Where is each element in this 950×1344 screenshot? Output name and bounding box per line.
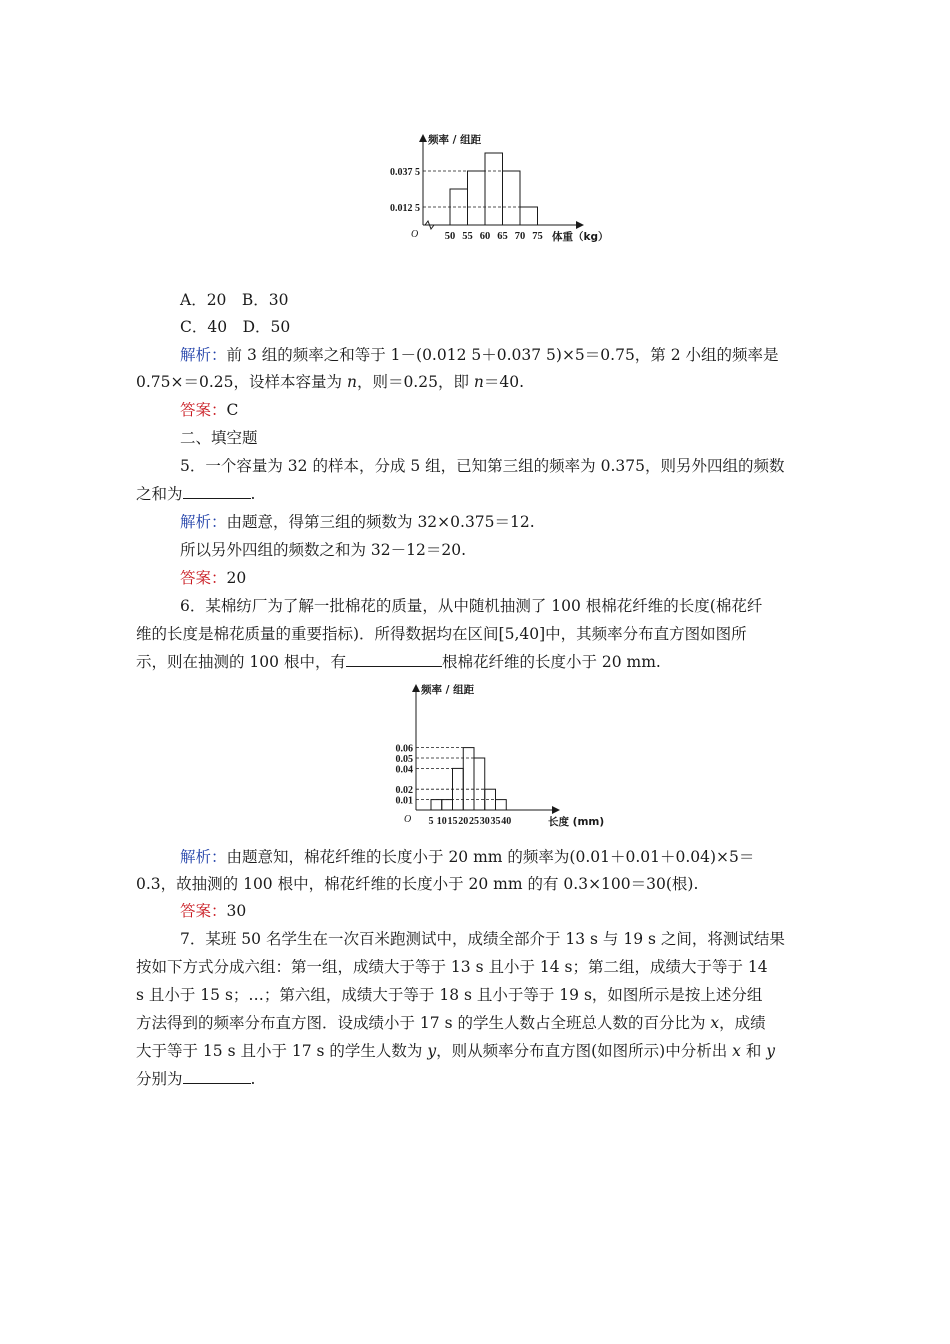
x-tick-label: 60: [479, 231, 491, 242]
q4-options-cd: C．40 D．50: [180, 318, 291, 336]
q7-text5c: 和: [740, 1042, 767, 1060]
q5-stem-text: 之和为: [136, 485, 183, 503]
q7-var-x2: x: [732, 1042, 741, 1060]
y-axis-title: 频率 / 组距: [421, 684, 475, 696]
q5-answer-blank: [183, 483, 251, 499]
q6-stem-line1: 6．某棉纺厂为了解一批棉花的质量，从中随机抽测了 100 根棉花纤维的长度(棉花纤: [180, 597, 763, 615]
y-tick-label: 0.02: [395, 785, 413, 797]
q7-stem-line5: [136, 1040, 775, 1062]
histogram-bar: [503, 171, 521, 225]
x-tick-label: 55: [462, 231, 473, 242]
x-tick-label: 20: [458, 816, 469, 827]
histogram-bar: [463, 748, 474, 810]
histogram-bar: [485, 153, 503, 225]
x-tick-label: 10: [436, 816, 447, 827]
x-tick-label: 75: [532, 231, 543, 242]
q6-answer-blank: [346, 651, 442, 667]
origin-label: O: [404, 814, 412, 825]
q4-answer-label: 答案：: [180, 401, 227, 419]
q5-stem-period: .: [250, 485, 256, 503]
x-tick-label: 30: [479, 816, 490, 827]
q4-analysis-text2a: 0.75×＝0.25，设样本容量为: [136, 373, 347, 391]
q7-text4b: ，成绩: [719, 1014, 766, 1032]
q5-analysis-label: 解析：: [180, 513, 227, 531]
q6-analysis-text1: 由题意知，棉花纤维的长度小于 20 mm 的频率为(0.01＋0.01＋0.04)×5＝: [226, 848, 755, 866]
q7-text5b: ，则从频率分布直方图(如图所示)中分析出: [436, 1042, 733, 1060]
histogram-bar: [496, 800, 507, 810]
q6-analysis-line2: 0.3，故抽测的 100 根中，棉花纤维的长度小于 20 mm 的有 0.3×100＝30(根).: [136, 875, 699, 893]
x-tick-label: 50: [444, 231, 456, 242]
x-tick-label: 15: [447, 816, 458, 827]
length-histogram: [380, 680, 620, 835]
q6-stem-line3: [136, 651, 661, 673]
y-tick-label: 0.06: [395, 743, 413, 755]
q4-analysis-text1: 前 3 组的频率之和等于 1－(0.012 5＋0.037 5)×5＝0.75，第 2 小组的频率是: [226, 346, 779, 364]
histogram-bar: [468, 171, 486, 225]
q4-analysis-label: 解析：: [180, 346, 227, 364]
y-tick-label: 0.04: [395, 764, 413, 776]
q7-text6b: .: [250, 1070, 256, 1088]
q7-text5a: 大于等于 15 s 且小于 17 s 的学生人数为: [136, 1042, 428, 1060]
q4-analysis-text2b: ，则＝0.25，即: [356, 373, 474, 391]
y-tick-label: 0.01: [395, 795, 413, 807]
q4-analysis-line1: [180, 344, 779, 366]
x-tick-label: 65: [497, 231, 508, 242]
q5-analysis-line1: [180, 511, 535, 533]
length-histogram-svg: [380, 680, 620, 835]
origin-label: O: [411, 229, 419, 240]
q7-stem-line1: 7．某班 50 名学生在一次百米跑测试中，成绩全部介于 13 s 与 19 s 之间，将测试结果: [180, 930, 785, 948]
x-axis-title: 体重（kg）: [552, 231, 609, 243]
q7-text6a: 分别为: [136, 1070, 183, 1088]
q5-stem-line1: 5．一个容量为 32 的样本，分成 5 组，已知第三组的频率为 0.375，则另外四组的频数: [180, 457, 785, 475]
q4-answer-value: C: [226, 401, 239, 419]
weight-histogram-svg: [380, 128, 620, 278]
q4-var-n1: n: [346, 373, 357, 391]
q7-text4a: 方法得到的频率分布直方图．设成绩小于 17 s 的学生人数占全班总人数的百分比为: [136, 1014, 711, 1032]
histogram-bar: [442, 800, 453, 810]
q5-analysis-text1: 由题意，得第三组的频数为 32×0.375＝12.: [226, 513, 535, 531]
q7-stem-line2: 按如下方式分成六组：第一组，成绩大于等于 13 s 且小于 14 s；第二组，成绩大于等于 14: [136, 958, 768, 976]
x-tick-label: 40: [501, 816, 512, 827]
q5-stem-line2: [136, 483, 255, 505]
x-tick-label: 35: [490, 816, 501, 827]
q7-var-y1: y: [427, 1042, 437, 1060]
q6-analysis-line1: [180, 846, 754, 868]
histogram-bar: [431, 800, 442, 810]
y-tick-label: 0.037 5: [390, 167, 420, 178]
q6-stem-text-a: 示，则在抽测的 100 根中，有: [136, 653, 346, 671]
q4-analysis-line2: [136, 371, 524, 393]
q7-stem-line4: [136, 1012, 766, 1034]
q5-answer: [180, 567, 246, 589]
q6-stem-line2: 维的长度是棉花质量的重要指标)．所得数据均在区间[5,40]中，其频率分布直方图如图所: [136, 625, 747, 643]
q4-answer: [180, 399, 238, 421]
x-tick-label: 25: [469, 816, 479, 827]
q5-analysis-line2: 所以另外四组的频数之和为 32－12＝20.: [180, 541, 467, 559]
q4-options-ab: A．20 B．30: [180, 291, 289, 309]
q6-stem-text-b: 根棉花纤维的长度小于 20 mm.: [441, 653, 661, 671]
y-tick-label: 0.05: [395, 754, 413, 765]
q7-var-x1: x: [710, 1014, 720, 1032]
x-tick-label: 70: [514, 231, 526, 242]
q5-answer-value: 20: [226, 569, 247, 587]
histogram-bar: [520, 207, 538, 225]
section-heading-fill-blank: 二、填空题: [180, 429, 258, 447]
q6-answer-label: 答案：: [180, 902, 227, 920]
q5-answer-label: 答案：: [180, 569, 227, 587]
q7-answer-blank: [183, 1068, 251, 1084]
q6-answer-value: 30: [226, 902, 247, 920]
q4-var-n2: n: [473, 373, 484, 391]
q4-analysis-text2c: ＝40.: [483, 373, 525, 391]
weight-histogram: [380, 128, 620, 278]
y-tick-label: 0.012 5: [390, 203, 420, 214]
q6-analysis-label: 解析：: [180, 848, 227, 866]
q7-stem-line3: s 且小于 15 s；…；第六组，成绩大于等于 18 s 且小于等于 19 s，如图所示是按上述分组: [136, 986, 763, 1004]
q6-answer: [180, 900, 246, 922]
y-axis-title: 频率 / 组距: [428, 134, 482, 146]
q7-stem-line6: [136, 1068, 255, 1090]
q7-var-y2: y: [766, 1042, 776, 1060]
histogram-bar: [474, 758, 485, 810]
x-axis-title: 长度 (mm): [548, 816, 605, 828]
x-tick-label: 5: [428, 816, 434, 827]
